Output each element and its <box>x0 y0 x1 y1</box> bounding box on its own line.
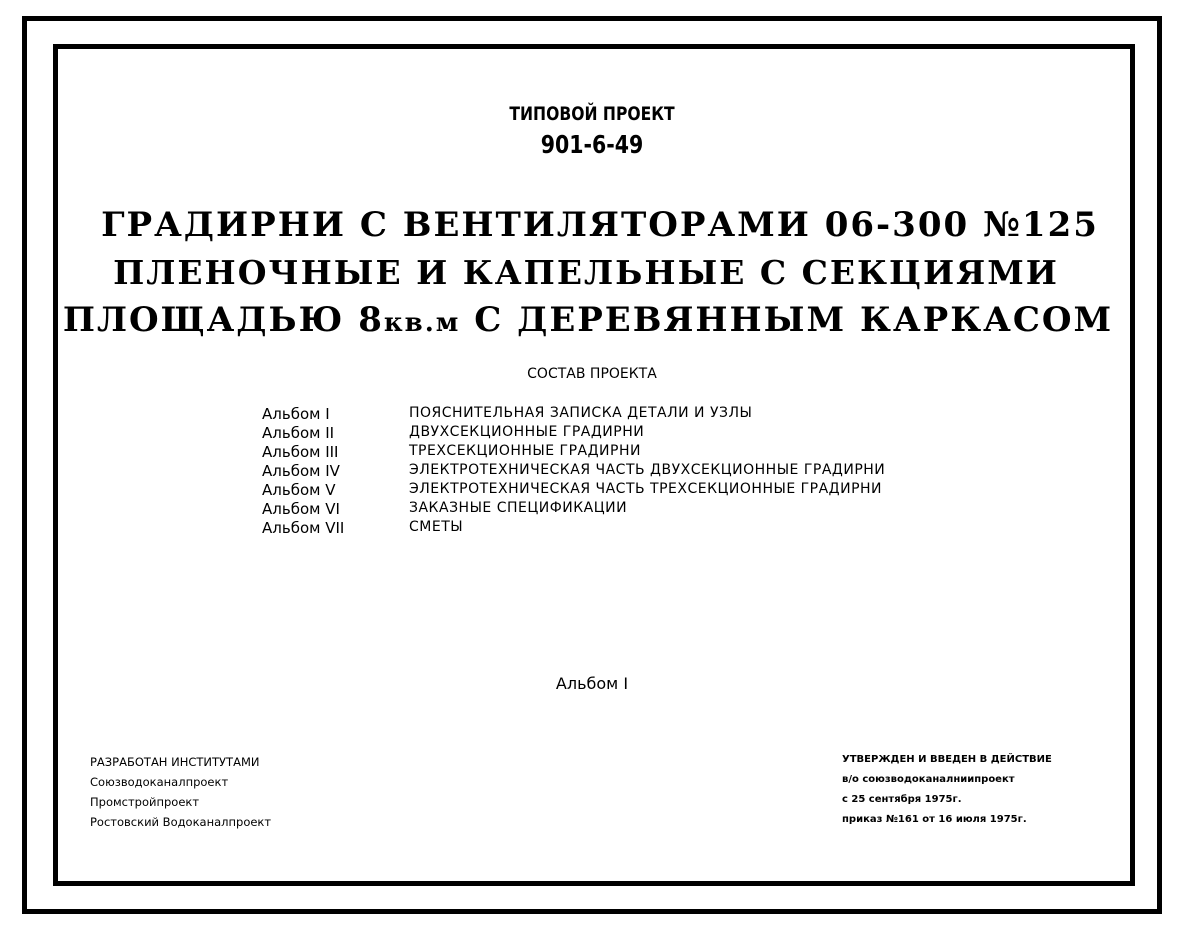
approval-line: УТВЕРЖДЕН И ВВЕДЕН В ДЕЙСТВИЕ <box>842 754 1052 765</box>
album-description: ДВУХСЕКЦИОННЫЕ ГРАДИРНИ <box>409 424 645 440</box>
album-description: ЭЛЕКТРОТЕХНИЧЕСКАЯ ЧАСТЬ ДВУХСЕКЦИОННЫЕ ГРАДИРНИ <box>409 462 886 478</box>
developer-block <box>90 752 271 832</box>
developer-institute: Ростовский Водоканалпроект <box>90 815 272 829</box>
approval-line: приказ №161 от 16 июля 1975г. <box>842 814 1027 825</box>
album-label: Альбом V <box>262 481 336 499</box>
project-number: 901-6-49 <box>540 130 644 159</box>
album-description: ТРЕХСЕКЦИОННЫЕ ГРАДИРНИ <box>409 443 641 459</box>
title-line-3 <box>0 300 1180 340</box>
album-label: Альбом VI <box>262 500 340 518</box>
developer-institute: Промстройпроект <box>90 795 200 809</box>
title-line-3-part-3: С ДЕРЕВЯННЫМ КАРКАСОМ <box>474 300 1114 340</box>
album-label: Альбом IV <box>262 462 340 480</box>
album-description: ПОЯСНИТЕЛЬНАЯ ЗАПИСКА ДЕТАЛИ И УЗЛЫ <box>409 405 753 421</box>
title-line-3-part-2: кв.м <box>383 308 461 338</box>
composition-heading: СОСТАВ ПРОЕКТА <box>527 366 657 382</box>
project-type: ТИПОВОЙ ПРОЕКТ <box>509 103 675 125</box>
title-line-2: ПЛЕНОЧНЫЕ И КАПЕЛЬНЫЕ С СЕКЦИЯМИ <box>113 253 1059 292</box>
current-album: Альбом I <box>555 674 629 693</box>
album-label: Альбом II <box>262 424 335 442</box>
approval-line: с 25 сентября 1975г. <box>842 794 962 805</box>
approval-line: в/о союзводоканалниипроект <box>842 774 1015 785</box>
developer-heading: РАЗРАБОТАН ИНСТИТУТАМИ <box>90 755 260 769</box>
album-description: СМЕТЫ <box>409 519 464 535</box>
title-line-3-part-1: ПЛОЩАДЬЮ 8 <box>62 300 384 340</box>
album-description: ЗАКАЗНЫЕ СПЕЦИФИКАЦИИ <box>409 500 628 516</box>
developer-institute: Союзводоканалпроект <box>90 775 229 789</box>
album-label: Альбом VII <box>262 519 345 537</box>
title-line-1: ГРАДИРНИ С ВЕНТИЛЯТОРАМИ 06-300 №125 <box>101 205 1099 245</box>
album-label: Альбом III <box>262 443 339 461</box>
album-label: Альбом I <box>262 405 330 423</box>
album-description: ЭЛЕКТРОТЕХНИЧЕСКАЯ ЧАСТЬ ТРЕХСЕКЦИОННЫЕ ГРАДИРНИ <box>409 481 883 497</box>
approval-block <box>842 750 1052 830</box>
